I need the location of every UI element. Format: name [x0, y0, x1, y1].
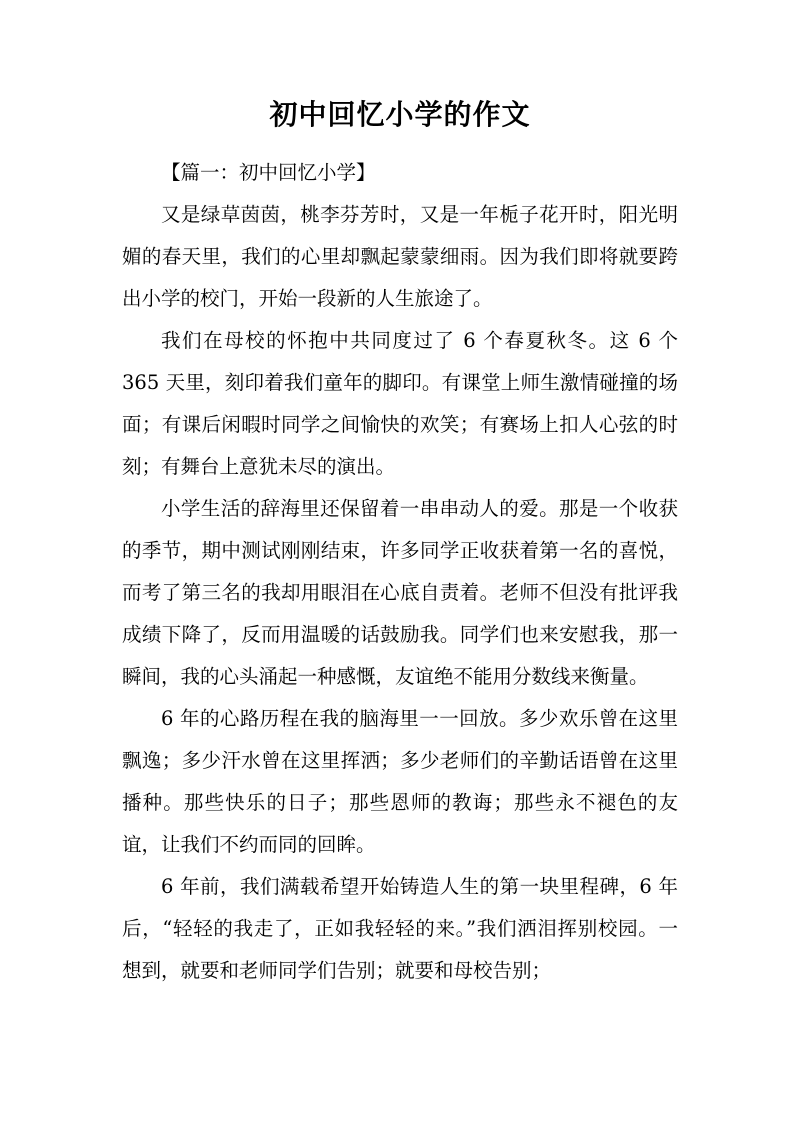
paragraph-2: 我们在母校的怀抱中共同度过了 6 个春夏秋冬。这 6 个 365 天里，刻印着我们童年的脚印。有课堂上师生激情碰撞的场面；有课后闲暇时同学之间愉快的欢笑；有赛场上扣人心弦的时刻；有舞台上意犹未尽的演出。	[122, 329, 678, 478]
section-heading: 【篇一：初中回忆小学】	[161, 161, 376, 184]
document-body	[122, 152, 678, 992]
paragraph-3: 小学生活的辞海里还保留着一串串动人的爱。那是一个收获的季节，期中测试刚刚结束，许多同学正收获着第一名的喜悦，而考了第三名的我却用眼泪在心底自责着。老师不但没有批评我成绩下降了，反而用温暖的话鼓励我。同学们也来安慰我，那一瞬间，我的心头涌起一种感慨，友谊绝不能用分数线来衡量。	[122, 497, 678, 688]
paragraph-5: 6 年前，我们满载希望开始铸造人生的第一块里程碑，6 年后，“轻轻的我走了，正如我轻轻的来。”我们洒泪挥别校园。一想到，就要和老师同学们告别；就要和母校告别；	[122, 875, 678, 982]
paragraph-1: 又是绿草茵茵，桃李芬芳时，又是一年栀子花开时，阳光明媚的春天里，我们的心里却飘起蒙蒙细雨。因为我们即将就要跨出小学的校门，开始一段新的人生旅途了。	[122, 203, 678, 310]
document-title: 初中回忆小学的作文	[269, 98, 531, 131]
paragraph-4: 6 年的心路历程在我的脑海里一一回放。多少欢乐曾在这里飘逸；多少汗水曾在这里挥洒；多少老师们的辛勤话语曾在这里播种。那些快乐的日子；那些恩师的教诲；那些永不褪色的友谊，让我们不约而同的回眸。	[122, 707, 678, 856]
